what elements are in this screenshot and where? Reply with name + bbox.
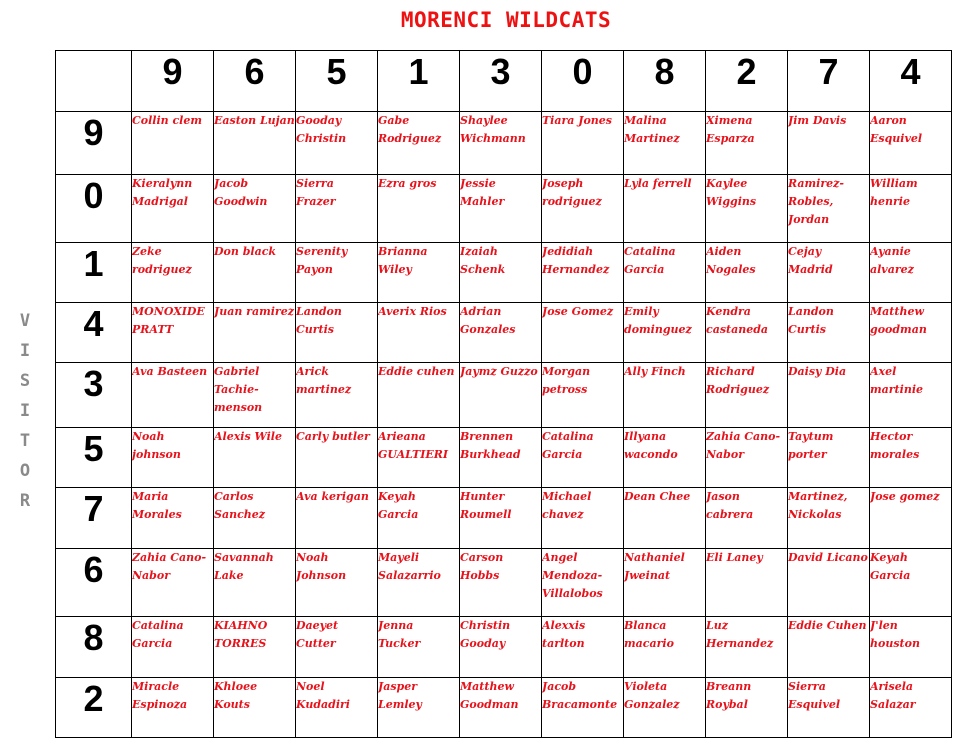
square-name: Daisy Dia bbox=[788, 363, 870, 428]
header-row bbox=[56, 51, 952, 112]
square-name: Kendra castaneda bbox=[706, 303, 788, 363]
square-name: David Licano bbox=[788, 549, 870, 617]
square-name: Serenity Payon bbox=[296, 243, 378, 303]
visitor-letter: T bbox=[19, 431, 31, 451]
corner-cell bbox=[56, 51, 132, 112]
square-name: Ava Basteen bbox=[132, 363, 214, 428]
visitor-letter: R bbox=[19, 491, 31, 511]
visitor-letter: S bbox=[19, 371, 31, 391]
row-number: 1 bbox=[56, 243, 132, 303]
column-number: 1 bbox=[378, 51, 460, 112]
square-name: Keyah Garcia bbox=[378, 488, 460, 549]
square-name: Jose gomez bbox=[870, 488, 952, 549]
column-number: 0 bbox=[542, 51, 624, 112]
square-name: Blanca macario bbox=[624, 617, 706, 678]
visitor-label bbox=[15, 306, 35, 516]
square-name: Gabe Rodriguez bbox=[378, 112, 460, 175]
square-name: Alexxis tarlton bbox=[542, 617, 624, 678]
square-name: Noel Kudadiri bbox=[296, 678, 378, 738]
visitor-letter: I bbox=[19, 401, 31, 421]
column-number: 9 bbox=[132, 51, 214, 112]
grid-row bbox=[56, 112, 952, 175]
square-name: Jedidiah Hernandez bbox=[542, 243, 624, 303]
square-name: Martinez, Nickolas bbox=[788, 488, 870, 549]
square-name: Luz Hernandez bbox=[706, 617, 788, 678]
square-name: Brennen Burkhead bbox=[460, 428, 542, 488]
square-name: MONOXIDE PRATT bbox=[132, 303, 214, 363]
square-name: Carly butler bbox=[296, 428, 378, 488]
square-name: Collin clem bbox=[132, 112, 214, 175]
grid-row bbox=[56, 428, 952, 488]
square-name: Ezra gros bbox=[378, 175, 460, 243]
column-number: 8 bbox=[624, 51, 706, 112]
square-name: Nathaniel Jweinat bbox=[624, 549, 706, 617]
square-name: Averix Rios bbox=[378, 303, 460, 363]
square-name: Daeyet Cutter bbox=[296, 617, 378, 678]
grid-row bbox=[56, 303, 952, 363]
square-name: Taytum porter bbox=[788, 428, 870, 488]
square-name: Violeta Gonzalez bbox=[624, 678, 706, 738]
square-name: Easton Lujan bbox=[214, 112, 296, 175]
square-name: Catalina Garcia bbox=[624, 243, 706, 303]
row-number: 9 bbox=[56, 112, 132, 175]
square-name: Angel Mendoza-Villalobos bbox=[542, 549, 624, 617]
square-name: Joseph rodriguez bbox=[542, 175, 624, 243]
square-name: Izaiah Schenk bbox=[460, 243, 542, 303]
square-name: Maria Morales bbox=[132, 488, 214, 549]
square-name: Catalina Garcia bbox=[542, 428, 624, 488]
square-name: Shaylee Wichmann bbox=[460, 112, 542, 175]
square-name: Noah johnson bbox=[132, 428, 214, 488]
row-number: 3 bbox=[56, 363, 132, 428]
square-name: Brianna Wiley bbox=[378, 243, 460, 303]
page-title: MORENCI WILDCATS bbox=[400, 8, 612, 32]
row-number: 4 bbox=[56, 303, 132, 363]
column-number: 5 bbox=[296, 51, 378, 112]
squares-grid bbox=[55, 50, 952, 738]
square-name: Eddie Cuhen bbox=[788, 617, 870, 678]
square-name: Michael chavez bbox=[542, 488, 624, 549]
column-number: 2 bbox=[706, 51, 788, 112]
square-name: Ramirez-Robles, Jordan bbox=[788, 175, 870, 243]
square-name: Don black bbox=[214, 243, 296, 303]
square-name: Khloee Kouts bbox=[214, 678, 296, 738]
square-name: Carson Hobbs bbox=[460, 549, 542, 617]
square-name: Kieralynn Madrigal bbox=[132, 175, 214, 243]
column-number: 7 bbox=[788, 51, 870, 112]
visitor-letter: O bbox=[19, 461, 31, 481]
square-name: Arisela Salazar bbox=[870, 678, 952, 738]
grid-row bbox=[56, 617, 952, 678]
square-name: Zahia Cano-Nabor bbox=[706, 428, 788, 488]
row-number: 2 bbox=[56, 678, 132, 738]
column-number: 3 bbox=[460, 51, 542, 112]
square-name: Alexis Wile bbox=[214, 428, 296, 488]
square-name: Catalina Garcia bbox=[132, 617, 214, 678]
square-name: Jaymz Guzzo bbox=[460, 363, 542, 428]
square-name: Morgan petross bbox=[542, 363, 624, 428]
square-name: Landon Curtis bbox=[788, 303, 870, 363]
square-name: Ayanie alvarez bbox=[870, 243, 952, 303]
square-name: Jacob Goodwin bbox=[214, 175, 296, 243]
column-number: 6 bbox=[214, 51, 296, 112]
square-name: Illyana wacondo bbox=[624, 428, 706, 488]
square-name: Cejay Madrid bbox=[788, 243, 870, 303]
square-name: Jasper Lemley bbox=[378, 678, 460, 738]
square-name: Kaylee Wiggins bbox=[706, 175, 788, 243]
grid-row bbox=[56, 175, 952, 243]
square-name: Jacob Bracamonte bbox=[542, 678, 624, 738]
column-number: 4 bbox=[870, 51, 952, 112]
square-name: KIAHNO TORRES bbox=[214, 617, 296, 678]
square-name: Jenna Tucker bbox=[378, 617, 460, 678]
square-name: Zahia Cano-Nabor bbox=[132, 549, 214, 617]
grid-row bbox=[56, 363, 952, 428]
square-name: Gabriel Tachie-menson bbox=[214, 363, 296, 428]
square-name: Sierra Esquivel bbox=[788, 678, 870, 738]
square-name: Arieana GUALTIERI bbox=[378, 428, 460, 488]
square-name: Savannah Lake bbox=[214, 549, 296, 617]
square-name: Jose Gomez bbox=[542, 303, 624, 363]
square-name: Axel martinie bbox=[870, 363, 952, 428]
row-number: 0 bbox=[56, 175, 132, 243]
square-name: Matthew goodman bbox=[870, 303, 952, 363]
square-name: Gooday Christin bbox=[296, 112, 378, 175]
square-name: Christin Gooday bbox=[460, 617, 542, 678]
square-name: Zeke rodriguez bbox=[132, 243, 214, 303]
square-name: Matthew Goodman bbox=[460, 678, 542, 738]
square-name: Jim Davis bbox=[788, 112, 870, 175]
grid-row bbox=[56, 488, 952, 549]
square-name: Sierra Frazer bbox=[296, 175, 378, 243]
square-name: Malina Martinez bbox=[624, 112, 706, 175]
square-name: Breann Roybal bbox=[706, 678, 788, 738]
square-name: Jason cabrera bbox=[706, 488, 788, 549]
square-name: Dean Chee bbox=[624, 488, 706, 549]
square-name: Landon Curtis bbox=[296, 303, 378, 363]
grid-row bbox=[56, 678, 952, 738]
square-name: Keyah Garcia bbox=[870, 549, 952, 617]
square-name: Noah Johnson bbox=[296, 549, 378, 617]
square-name: Carlos Sanchez bbox=[214, 488, 296, 549]
square-name: Ximena Esparza bbox=[706, 112, 788, 175]
square-name: Hunter Roumell bbox=[460, 488, 542, 549]
visitor-letter: V bbox=[19, 311, 31, 331]
square-name: J'len houston bbox=[870, 617, 952, 678]
square-name: Aiden Nogales bbox=[706, 243, 788, 303]
square-name: Lyla ferrell bbox=[624, 175, 706, 243]
square-name: Eli Laney bbox=[706, 549, 788, 617]
square-name: Aaron Esquivel bbox=[870, 112, 952, 175]
row-number: 6 bbox=[56, 549, 132, 617]
square-name: Ava kerigan bbox=[296, 488, 378, 549]
square-name: Arick martinez bbox=[296, 363, 378, 428]
square-name: Eddie cuhen bbox=[378, 363, 460, 428]
square-name: Mayeli Salazarrio bbox=[378, 549, 460, 617]
grid-row bbox=[56, 549, 952, 617]
square-name: Ally Finch bbox=[624, 363, 706, 428]
square-name: Richard Rodriguez bbox=[706, 363, 788, 428]
square-name: Tiara Jones bbox=[542, 112, 624, 175]
square-name: Adrian Gonzales bbox=[460, 303, 542, 363]
square-name: William henrie bbox=[870, 175, 952, 243]
row-number: 5 bbox=[56, 428, 132, 488]
grid-row bbox=[56, 243, 952, 303]
square-name: Hector morales bbox=[870, 428, 952, 488]
square-name: Miracle Espinoza bbox=[132, 678, 214, 738]
row-number: 7 bbox=[56, 488, 132, 549]
square-name: Jessie Mahler bbox=[460, 175, 542, 243]
square-name: Emily dominguez bbox=[624, 303, 706, 363]
row-number: 8 bbox=[56, 617, 132, 678]
visitor-letter: I bbox=[19, 341, 31, 361]
square-name: Juan ramirez bbox=[214, 303, 296, 363]
